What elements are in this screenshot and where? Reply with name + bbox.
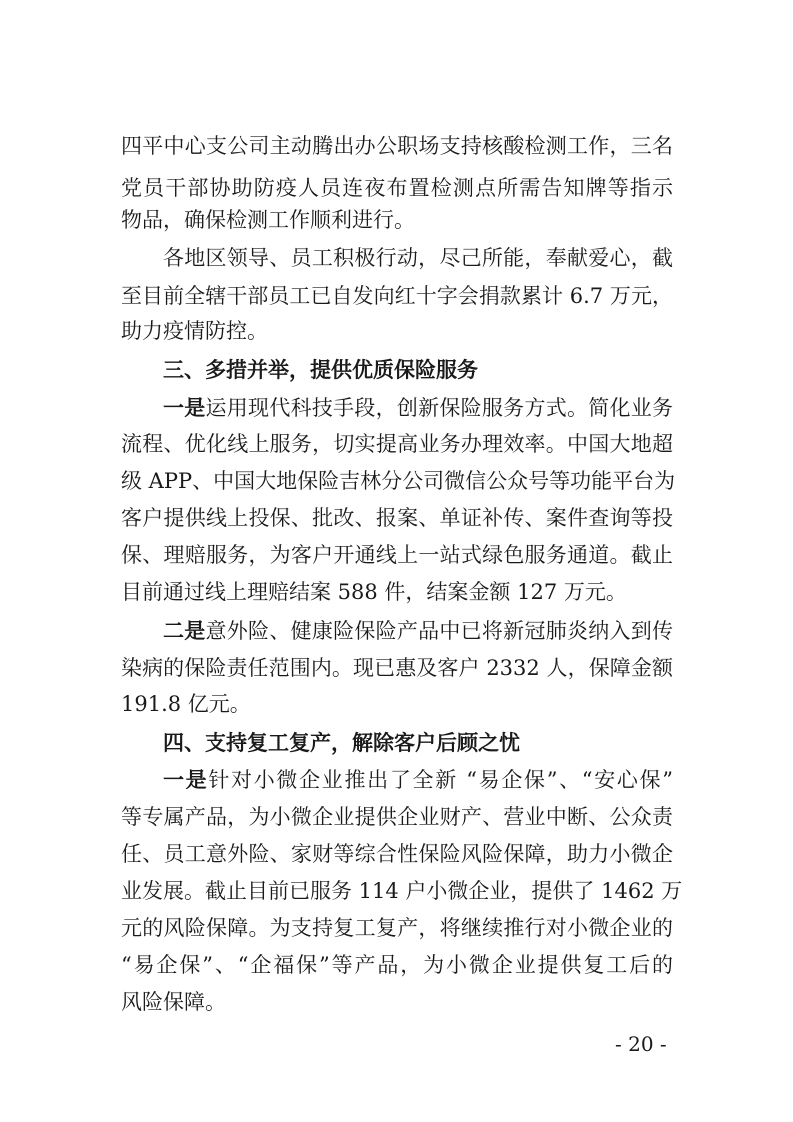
section-heading: 三、多措并举，提供优质保险服务 xyxy=(163,358,478,382)
body-text-line: 物品，确保检测工作顺利进行。 xyxy=(121,208,415,232)
body-text-line: 保、理赔服务，为客户开通线上一站式绿色服务通道。截止 xyxy=(121,543,673,567)
body-text-line: 业发展。截止目前已服务 114 户小微企业，提供了 1462 万 xyxy=(121,879,683,903)
body-text-line: 二是意外险、健康险保险产品中已将新冠肺炎纳入到传 xyxy=(163,619,674,643)
body-text-line: “易企保”、“企福保”等产品，为小微企业提供复工后的 xyxy=(121,953,673,977)
page-number: - 20 - xyxy=(615,1032,667,1056)
body-text-line: 191.8 亿元。 xyxy=(121,692,251,716)
body-text-line: 等专属产品，为小微企业提供企业财产、营业中断、公众责 xyxy=(121,805,673,829)
body-text-line: 级 APP、中国大地保险吉林分公司微信公众号等功能平台为 xyxy=(121,469,676,493)
body-text-line: 一是运用现代科技手段，创新保险服务方式。简化业务 xyxy=(163,396,674,420)
body-text-line: 染病的保险责任范围内。现已惠及客户 2332 人，保障金额 xyxy=(121,656,673,680)
body-text-line: 至目前全辖干部员工已自发向红十字会捐款累计 6.7 万元， xyxy=(121,284,673,308)
paragraph-lead: 一是 xyxy=(163,768,209,792)
paragraph-lead: 二是 xyxy=(163,619,206,643)
body-text-line: 流程、优化线上服务，切实提高业务办理效率。中国大地超 xyxy=(121,432,673,456)
body-text-line: 任、员工意外险、家财等综合性保险风险保障，助力小微企 xyxy=(121,842,673,866)
body-text-line: 元的风险保障。为支持复工复产，将继续推行对小微企业的 xyxy=(121,916,673,940)
paragraph-lead: 一是 xyxy=(163,396,206,420)
body-text-line: 党员干部协助防疫人员连夜布置检测点所需告知牌等指示 xyxy=(121,176,673,200)
body-text-line: 四平中心支公司主动腾出办公职场支持核酸检测工作，三名 xyxy=(121,134,673,158)
body-text-line: 风险保障。 xyxy=(121,990,226,1014)
body-text-line: 助力疫情防控。 xyxy=(121,319,268,343)
body-text-line: 一是针对小微企业推出了全新 “易企保”、“安心保” xyxy=(163,768,674,792)
body-text-line: 客户提供线上投保、批改、报案、单证补传、案件查询等投 xyxy=(121,506,673,530)
body-text-line: 各地区领导、员工积极行动，尽己所能，奉献爱心，截 xyxy=(163,246,673,270)
body-text-line: 目前通过线上理赔结案 588 件，结案金额 127 万元。 xyxy=(121,580,627,604)
section-heading: 四、支持复工复产，解除客户后顾之忧 xyxy=(163,731,520,755)
